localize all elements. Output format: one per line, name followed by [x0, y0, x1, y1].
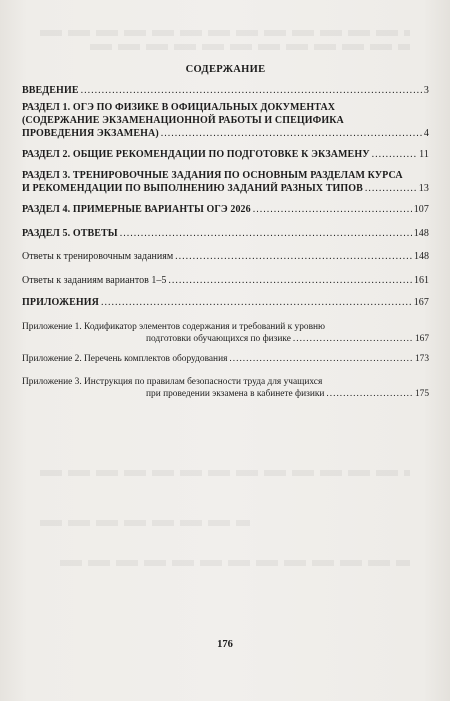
leader-dots — [161, 127, 422, 140]
toc-entry-appendices[interactable] — [22, 296, 429, 309]
toc-entry-page: 3 — [423, 85, 429, 96]
toc-entry-label: РАЗДЕЛ 1. ОГЭ ПО ФИЗИКЕ В ОФИЦИАЛЬНЫХ ДОКУМЕНТАХ — [22, 102, 336, 113]
toc-entry-section-2[interactable] — [22, 148, 429, 161]
toc-entry-answers-variants[interactable] — [22, 274, 429, 287]
toc-entry-page: 167 — [413, 297, 429, 308]
leader-dots — [81, 84, 422, 97]
toc-entry-label: РАЗДЕЛ 5. ОТВЕТЫ — [22, 228, 118, 239]
toc-entry-page: 107 — [413, 204, 429, 215]
toc-entry-label: Приложение 3. Инструкция по правилам безопасности труда для учащихся — [22, 377, 323, 387]
bleed-through-text — [40, 30, 410, 36]
toc-entry-label: Ответы к заданиям вариантов 1–5 — [22, 275, 167, 286]
leader-dots — [168, 274, 412, 287]
toc-entry-label: Приложение 1. Кодификатор элементов содержания и требований к уровню — [22, 322, 326, 332]
toc-entry-label: (СОДЕРЖАНИЕ ЭКЗАМЕНАЦИОННОЙ РАБОТЫ И СПЕЦИФИКА — [22, 115, 344, 126]
leader-dots — [175, 250, 412, 263]
leader-dots — [229, 353, 413, 365]
leader-dots — [293, 333, 413, 345]
toc-entry-section-1[interactable] — [22, 101, 429, 140]
toc-entry-section-4[interactable] — [22, 203, 429, 216]
toc-entry-section-3[interactable] — [22, 169, 429, 195]
toc-entry-appendix-2[interactable] — [22, 353, 429, 365]
toc-title: СОДЕРЖАНИЕ — [185, 64, 266, 75]
leader-dots — [326, 388, 413, 400]
toc-entry-label: РАЗДЕЛ 2. ОБЩИЕ РЕКОМЕНДАЦИИ ПО ПОДГОТОВКЕ К ЭКЗАМЕНУ — [22, 149, 370, 160]
leader-dots — [372, 148, 418, 161]
toc-entry-page: 148 — [413, 228, 429, 239]
toc-entry-page: 167 — [414, 334, 429, 344]
leader-dots — [101, 296, 412, 309]
toc-entry-page: 148 — [414, 251, 429, 262]
toc-entry-label: ВВЕДЕНИЕ — [22, 85, 79, 96]
bleed-through-text — [60, 560, 410, 566]
toc-entry-page: 13 — [418, 183, 429, 194]
toc-entry-label: ПРИЛОЖЕНИЯ — [22, 297, 99, 308]
toc-entry-page: 11 — [419, 149, 429, 160]
bleed-through-text — [40, 470, 410, 476]
toc-entry-introduction[interactable] — [22, 84, 429, 97]
toc-entry-page: 161 — [414, 275, 429, 286]
leader-dots — [365, 182, 417, 195]
toc-entry-label: РАЗДЕЛ 4. ПРИМЕРНЫЕ ВАРИАНТЫ ОГЭ 2026 — [22, 204, 251, 215]
leader-dots — [253, 203, 412, 216]
page-number: 176 — [217, 639, 233, 650]
toc-entry-label: ПРОВЕДЕНИЯ ЭКЗАМЕНА) — [22, 128, 159, 139]
toc-entry-page: 173 — [414, 354, 429, 364]
toc-entry-answers-training[interactable] — [22, 250, 429, 263]
bleed-through-text — [90, 44, 410, 50]
toc-entry-page: 175 — [414, 389, 429, 399]
toc-entry-label: РАЗДЕЛ 3. ТРЕНИРОВОЧНЫЕ ЗАДАНИЯ ПО ОСНОВНЫМ РАЗДЕЛАМ КУРСА — [22, 170, 403, 181]
toc-entry-section-5[interactable] — [22, 227, 429, 240]
toc-entry-label: Ответы к тренировочным заданиям — [22, 251, 174, 262]
leader-dots — [120, 227, 412, 240]
toc-entry-label: И РЕКОМЕНДАЦИИ ПО ВЫПОЛНЕНИЮ ЗАДАНИЙ РАЗНЫХ ТИПОВ — [22, 183, 363, 194]
toc-entry-appendix-1[interactable] — [22, 321, 429, 345]
toc-entry-page: 4 — [423, 128, 429, 139]
toc-entry-label: при проведении экзамена в кабинете физики — [146, 389, 325, 399]
toc-entry-label: Приложение 2. Перечень комплектов оборудования — [22, 354, 228, 364]
toc-entry-label: подготовки обучающихся по физике — [146, 334, 291, 344]
toc-entry-appendix-3[interactable] — [22, 376, 429, 400]
bleed-through-text — [40, 520, 250, 526]
